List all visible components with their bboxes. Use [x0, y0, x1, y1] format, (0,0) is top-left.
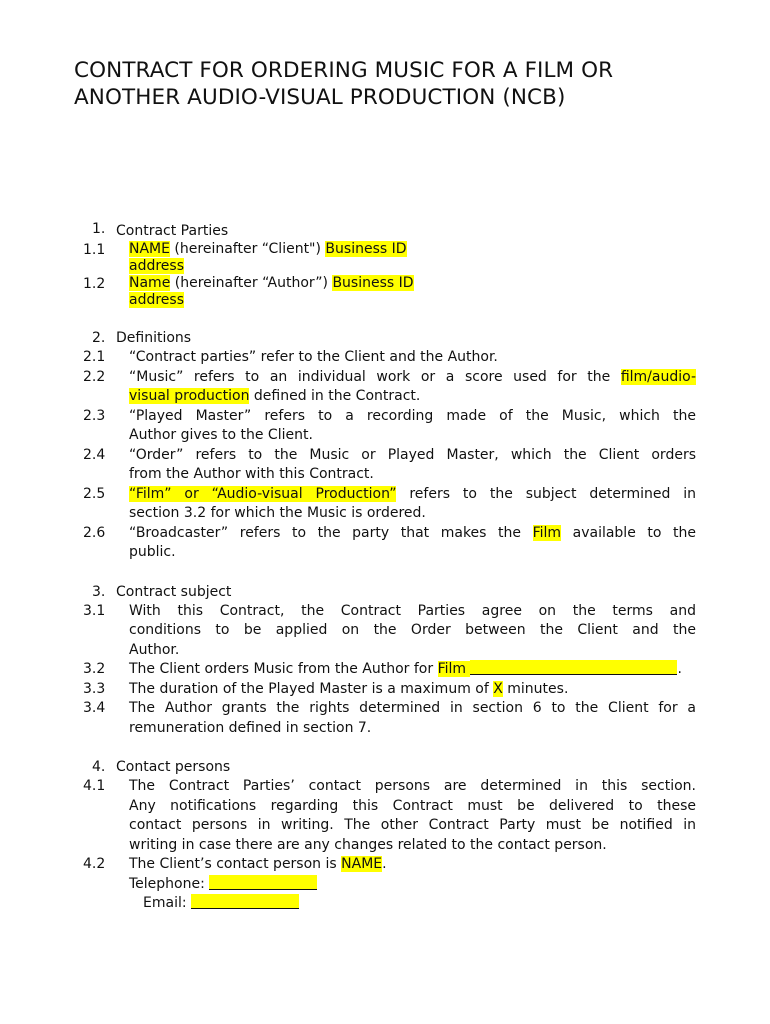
clause-text [129, 660, 696, 680]
clause-number: 3.1 [83, 602, 106, 619]
clause-number: 2.4 [83, 446, 106, 463]
clause-line [129, 348, 696, 368]
clause-text-run: “Order” refers to the Music or Played Master, which the Client orders [129, 446, 696, 463]
clause-item [0, 777, 770, 855]
highlighted-placeholder: Film [532, 524, 562, 541]
clause-text-run: The Author grants the rights determined in section 6 to the Client for a [129, 700, 696, 716]
clause-text [129, 524, 696, 563]
clause-text-run: (hereinafter “Author”) [170, 275, 333, 291]
highlighted-placeholder: Name [129, 275, 171, 291]
clause-line [129, 368, 696, 388]
clause-item [0, 446, 770, 485]
clause-item [0, 680, 770, 700]
clause-line [129, 258, 696, 275]
clause-text-run: “Played Master” refers to a recording made of the Music, which the [129, 407, 696, 424]
highlighted-placeholder: “Film” or “Audio-visual Production” [129, 485, 397, 502]
clause-line [129, 660, 696, 680]
clause-text [129, 855, 696, 914]
clause-number: 2.2 [83, 368, 106, 385]
clause-text-run: Author. [129, 641, 180, 658]
section-number: 2. [92, 330, 106, 346]
clause-number: 2.5 [83, 485, 106, 502]
clause-line [129, 641, 696, 661]
clause-item [0, 275, 770, 309]
clause-text-run: (hereinafter “Client") [169, 241, 326, 257]
clause-line [129, 426, 696, 446]
section-heading [0, 221, 770, 241]
fill-in-blank[interactable] [470, 660, 677, 675]
clause-line [129, 875, 696, 895]
title-line: ANOTHER AUDIO-VISUAL PRODUCTION (NCB) [74, 85, 566, 110]
section-heading [0, 582, 770, 602]
clause-text [129, 680, 696, 700]
clause-line [129, 465, 696, 485]
clause-text-run: contact persons in writing. The other Contract Party must be notified in [129, 817, 696, 833]
clause-line [129, 699, 696, 719]
clause-text [129, 446, 696, 485]
section-3 [0, 582, 770, 739]
clause-text [129, 368, 696, 407]
clause-text [129, 241, 696, 275]
clause-text-run: “Music” refers to an individual work or a score used for the [129, 368, 621, 385]
section-title: Contract subject [116, 583, 232, 600]
clause-text-run: “Broadcaster” refers to the party that makes the [129, 524, 533, 541]
clause-text-run: With this Contract, the Contract Parties agree on the terms and [129, 602, 696, 619]
clause-number: 3.3 [83, 680, 106, 697]
clause-line [129, 855, 696, 875]
clause-line [129, 816, 696, 836]
highlighted-placeholder: NAME [341, 856, 383, 872]
clause-line [129, 777, 696, 797]
highlighted-placeholder: NAME [129, 241, 170, 257]
clause-item [0, 602, 770, 661]
highlighted-placeholder: Film [437, 661, 471, 677]
section-4 [0, 757, 770, 914]
highlighted-placeholder: address [129, 258, 185, 274]
clause-text-run: writing in case there are any changes related to the contact person. [129, 836, 607, 853]
highlighted-placeholder: Business ID [332, 275, 414, 291]
section-heading [0, 328, 770, 348]
clause-line [129, 387, 696, 407]
document-title [74, 57, 613, 111]
clause-item [0, 699, 770, 738]
fill-in-blank[interactable] [191, 894, 299, 909]
highlighted-placeholder: film/audio- [620, 368, 696, 385]
clause-line [129, 719, 696, 739]
clause-item [0, 407, 770, 446]
clause-line [129, 275, 696, 292]
clause-text [129, 275, 696, 309]
sections-list [0, 221, 770, 933]
clause-text [129, 348, 696, 368]
clause-number: 2.3 [83, 407, 106, 424]
clause-line [129, 524, 696, 544]
clause-text-run: from the Author with this Contract. [129, 466, 374, 482]
clause-number: 4.2 [83, 856, 106, 872]
clause-number: 3.4 [83, 700, 106, 716]
clause-line [129, 797, 696, 817]
clause-text-run: . [382, 856, 387, 872]
clause-text-run: public. [129, 544, 176, 560]
clause-line [129, 894, 696, 914]
clause-text [129, 777, 696, 855]
section-title: Contract Parties [116, 223, 229, 239]
clause-item [0, 241, 770, 275]
clause-line [129, 485, 696, 505]
clause-line [129, 446, 696, 466]
section-title: Definitions [116, 330, 192, 346]
clause-text-run: The Client orders Music from the Author for [129, 661, 438, 677]
section-number: 4. [92, 759, 106, 775]
clause-text [129, 485, 696, 524]
clause-text-run: Telephone: [129, 875, 210, 892]
highlighted-placeholder: address [129, 292, 185, 308]
clause-text-run: defined in the Contract. [249, 388, 421, 404]
clause-line [129, 407, 696, 427]
section-number: 1. [92, 221, 106, 237]
clause-line [129, 602, 696, 622]
clause-line [129, 292, 696, 309]
clause-number: 1.2 [83, 276, 106, 292]
clause-text-run: The Contract Parties’ contact persons are determined in this section. [129, 778, 696, 794]
clause-text-run: available to the [561, 524, 696, 541]
clause-text [129, 407, 696, 446]
clause-item [0, 855, 770, 914]
title-line: CONTRACT FOR ORDERING MUSIC FOR A FILM OR [74, 58, 614, 83]
clause-text-run: The duration of the Played Master is a maximum of [129, 680, 494, 697]
clause-text-run: Author gives to the Client. [129, 427, 313, 443]
clause-text-run: “Contract parties” refer to the Client and the Author. [129, 349, 498, 365]
clause-line [129, 680, 696, 700]
section-heading [0, 757, 770, 777]
clause-text-run: Any notifications regarding this Contract must be delivered to these [129, 797, 696, 814]
clause-text [129, 699, 696, 738]
section-1 [0, 221, 770, 309]
clause-number: 2.6 [83, 524, 106, 541]
clause-number: 4.1 [83, 778, 106, 794]
clause-line [129, 621, 696, 641]
clause-text-run: remuneration defined in section 7. [129, 719, 372, 736]
clause-number: 3.2 [83, 661, 106, 677]
clause-line [129, 241, 696, 258]
clause-item [0, 660, 770, 680]
clause-line [129, 836, 696, 856]
highlighted-placeholder: X [493, 680, 503, 697]
clause-item [0, 524, 770, 563]
section-2 [0, 328, 770, 563]
fill-in-blank[interactable] [209, 875, 317, 890]
clause-text-run: minutes. [502, 680, 569, 697]
clause-item [0, 368, 770, 407]
clause-text-run: refers to the subject determined in [396, 485, 696, 502]
clause-text-run: The Client’s contact person is [129, 856, 342, 872]
clause-item [0, 485, 770, 524]
clause-text-run: Email: [143, 895, 192, 911]
clause-text-run: . [677, 661, 682, 677]
clause-item [0, 348, 770, 368]
clause-text-run: section 3.2 for which the Music is ordered. [129, 505, 426, 521]
clause-number: 2.1 [83, 349, 106, 365]
section-number: 3. [92, 583, 106, 600]
clause-line [129, 543, 696, 563]
clause-text [129, 602, 696, 661]
section-title: Contact persons [116, 759, 231, 775]
clause-number: 1.1 [83, 242, 106, 258]
highlighted-placeholder: visual production [129, 388, 250, 404]
clause-line [129, 504, 696, 524]
highlighted-placeholder: Business ID [325, 241, 407, 257]
clause-text-run: conditions to be applied on the Order between the Client and the [129, 622, 696, 638]
